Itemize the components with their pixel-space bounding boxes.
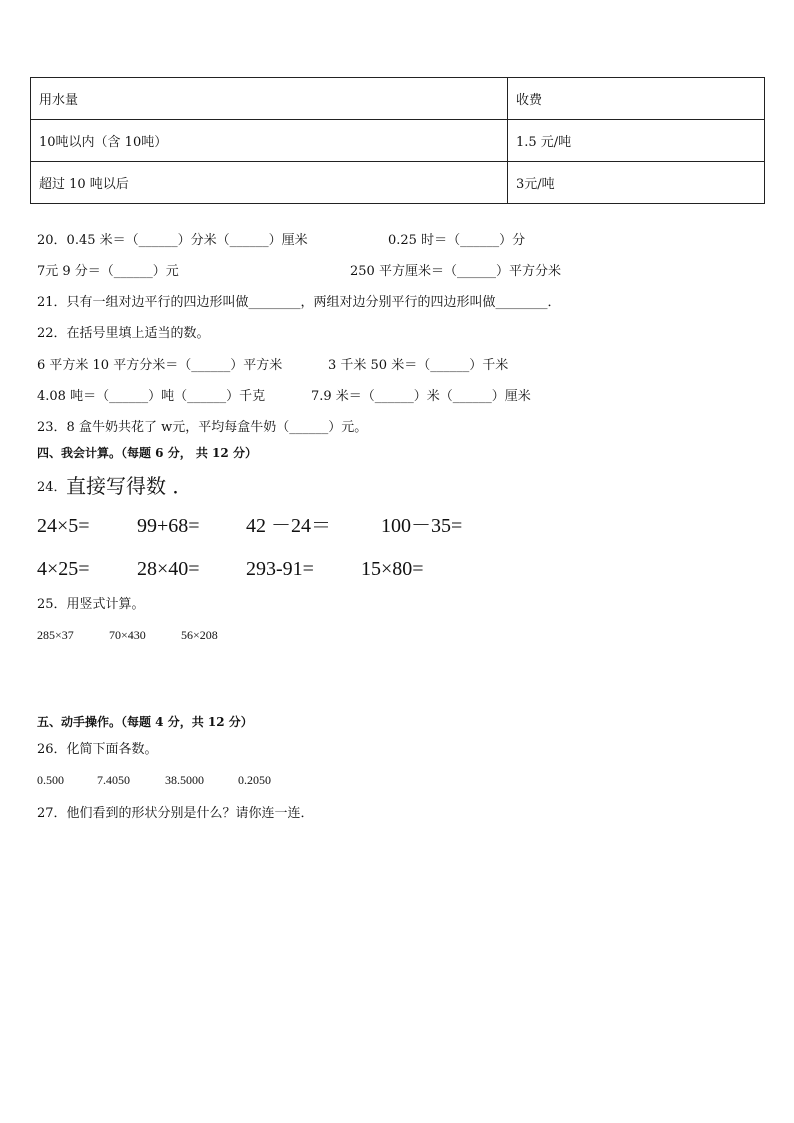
calc-item: 42 －24＝: [246, 515, 331, 537]
q24-title: 直接写得数 ．: [66, 474, 193, 498]
q22-part-a: 6 平方米 10 平方分米＝（______）平方米: [37, 358, 283, 373]
water-fee-table: [30, 77, 765, 204]
q20-part-a: 20．0.45 米＝（______）分米（______）厘米: [37, 233, 308, 248]
vertical-calc-item: 70×430: [109, 628, 146, 642]
q26-title: 26．化简下面各数。: [37, 742, 158, 757]
q23-text: 23．8 盒牛奶共花了 w元，平均每盒牛奶（______）元。: [37, 420, 368, 435]
q21-text: 21．只有一组对边平行的四边形叫做________，两组对边分别平行的四边形叫做________．: [37, 295, 561, 310]
simplify-item: 0.500: [37, 773, 64, 787]
simplify-item: 7.4050: [97, 773, 130, 787]
calc-item: 99+68=: [137, 515, 200, 537]
simplify-item: 0.2050: [238, 773, 271, 787]
calc-item: 15×80=: [361, 558, 424, 580]
table-row: [31, 120, 765, 162]
header-cell-fee: 收费: [508, 78, 765, 120]
calc-item: 24×5=: [37, 515, 90, 537]
section-5-heading: 五、动手操作。（每题 4 分，共 12 分）: [37, 715, 253, 729]
simplify-item: 38.5000: [165, 773, 204, 787]
vertical-calc-item: 285×37: [37, 628, 74, 642]
calc-item: 100－35=: [381, 515, 463, 537]
table-cell: 1.5 元/吨: [508, 120, 765, 162]
table-cell: 10吨以内（含 10吨）: [31, 120, 508, 162]
section-4-heading: 四、我会计算。（每题 6 分， 共 12 分）: [37, 446, 257, 460]
table-cell: 3元/吨: [508, 162, 765, 204]
q20-part-b: 0.25 时＝（______）分: [388, 233, 526, 248]
q22-title: 22．在括号里填上适当的数。: [37, 326, 210, 341]
q20-part-c: 7元 9 分＝（______）元: [37, 264, 179, 279]
table-row: [31, 162, 765, 204]
calc-item: 293-91=: [246, 558, 314, 580]
calc-item: 28×40=: [137, 558, 200, 580]
calc-item: 4×25=: [37, 558, 90, 580]
table-cell: 超过 10 吨以后: [31, 162, 508, 204]
q22-part-c: 4.08 吨＝（______）吨（______）千克: [37, 389, 266, 404]
q25-title: 25．用竖式计算。: [37, 597, 145, 612]
q27-text: 27．他们看到的形状分别是什么？请你连一连．: [37, 806, 314, 821]
header-cell-usage: 用水量: [31, 78, 508, 120]
q24-number: 24．: [37, 480, 67, 495]
q22-part-d: 7.9 米＝（______）米（______）厘米: [311, 389, 531, 404]
q20-part-d: 250 平方厘米＝（______）平方分米: [350, 264, 561, 279]
vertical-calc-item: 56×208: [181, 628, 218, 642]
q22-part-b: 3 千米 50 米＝（______）千米: [328, 358, 509, 373]
table-header-row: [31, 78, 765, 120]
